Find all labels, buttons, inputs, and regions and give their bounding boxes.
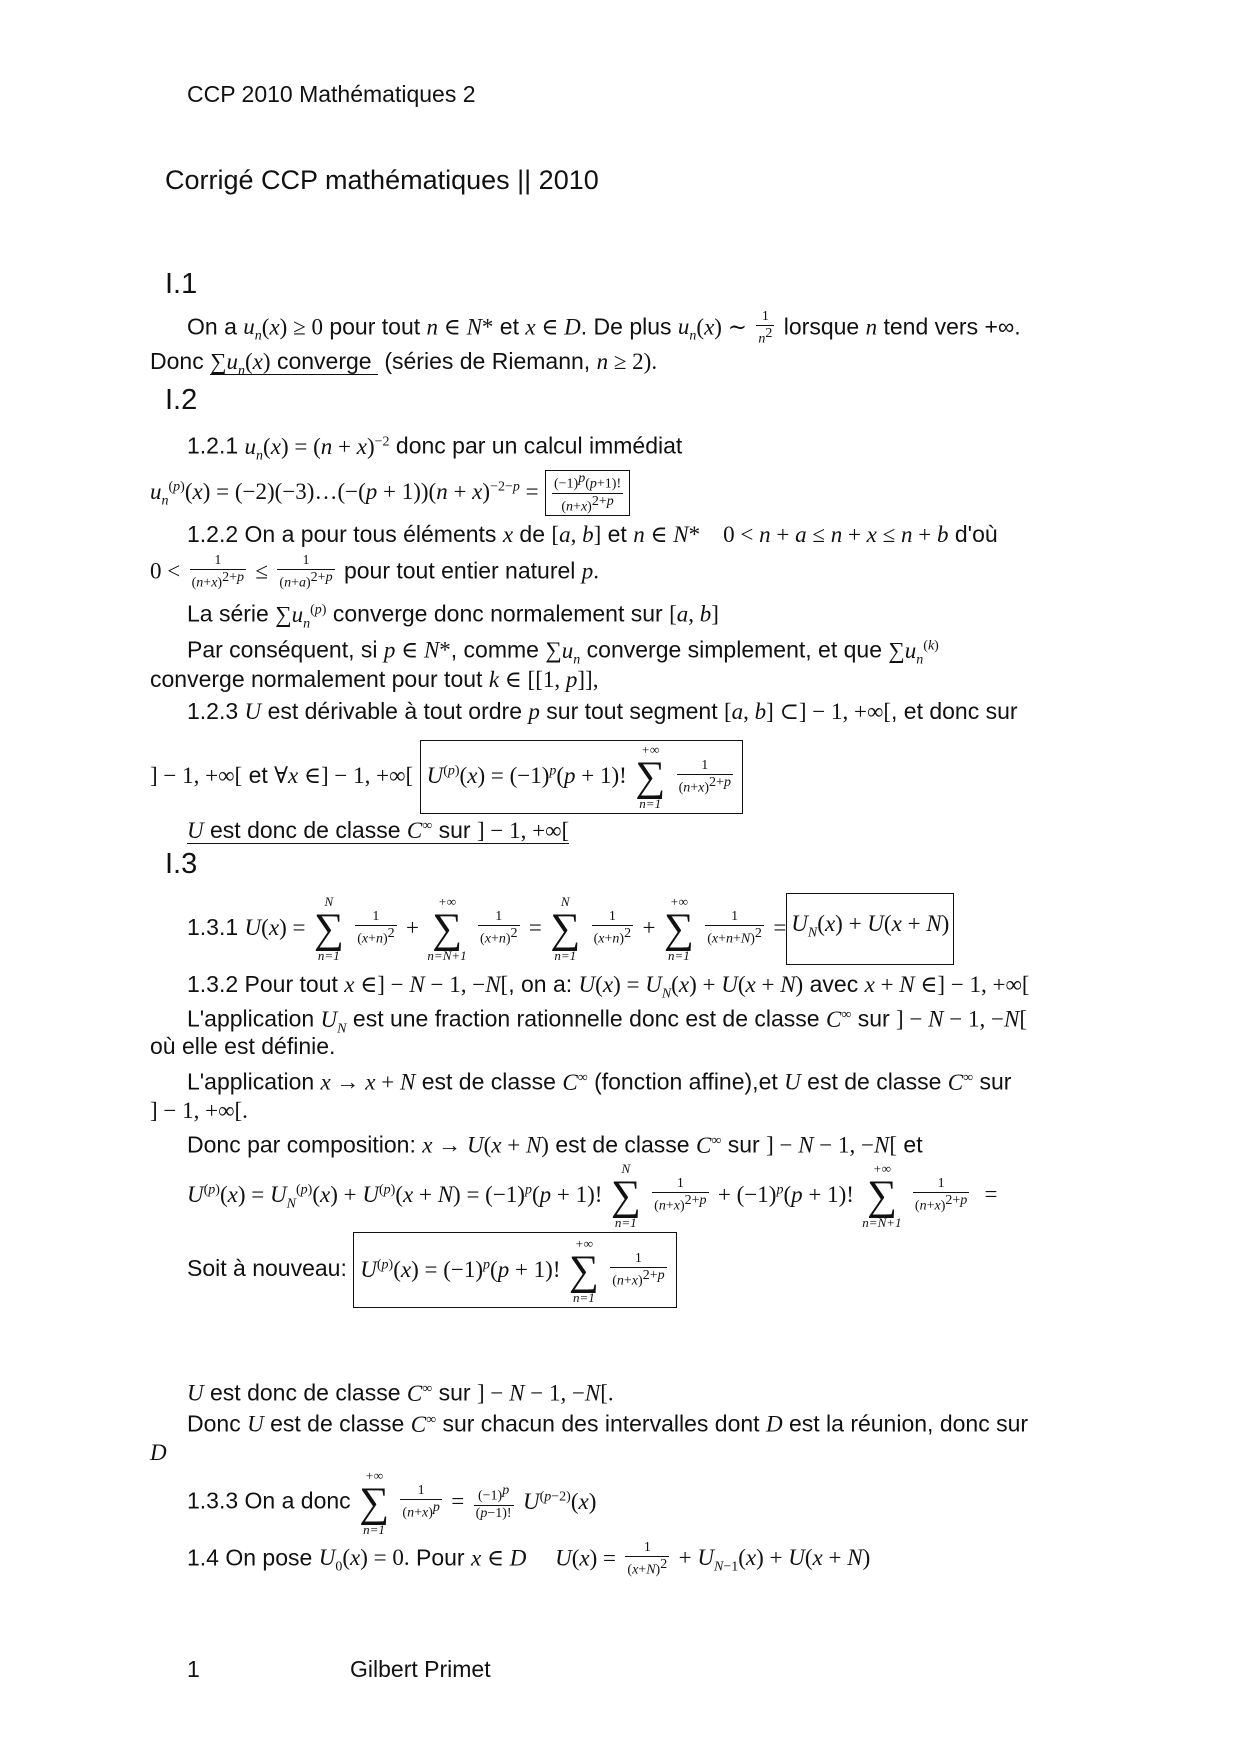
text-line: 1.3.2 Pour tout x ∈] − N − 1, −N[, on a: $U(x) = U_N(x) + U(x + N)$ avec x + N ∈] − 1, +∞[	[187, 971, 1030, 1002]
text-line: 1.2.2 On a pour tous éléments x de [a, b] et n ∈ N* 0 < n + a ≤ n + x ≤ n + b d'où	[187, 521, 998, 547]
text-line: On a $u_n(x) \ge 0$ pour tout n ∈ N* et x ∈ D. De plus $u_n(x)$ ∼ $\frac{1}{n^2}$ lorsque n tend vers +∞.	[187, 309, 1021, 347]
text-line: Donc $\sum u_n(x)$ converge (séries de Riemann, n ≥ 2).	[150, 348, 658, 379]
formula-line: Soit à nouveau: $U^{(p)}(x) = (-1)^p(p + 1)$! +∞ ∑ n=1 $\frac{1}{(n+x)^{2+p}}$	[187, 1232, 677, 1308]
text-line: U est donc de classe C∞ sur ] − 1, +∞[	[187, 816, 570, 843]
text-line: L'application $U_N$ est une fraction rationnelle donc est de classe C∞ sur ] − N − 1, −N[	[187, 1005, 1027, 1037]
text-line: 1.2.1 $u_n(x) = (n + x)^{-2}$ donc par un calcul immédiat	[187, 432, 683, 464]
text-line: L'application x → x + N est de classe C∞ (fonction affine),et U est de classe C∞ sur	[187, 1068, 1012, 1095]
text-line: converge normalement pour tout k ∈ [[1, p]],	[150, 666, 599, 692]
running-header: CCP 2010 Mathématiques 2	[187, 81, 476, 107]
formula-line: 0 < $\frac{1}{(n+x)^{2+p}}$ ≤ $\frac{1}{(n+a)^{2+p}}$ pour tout entier naturel p.	[150, 553, 600, 591]
text-line: Donc par composition: x → U(x + N) est de classe C∞ sur ] − N − 1, −N[ et	[187, 1131, 923, 1158]
text-line: où elle est définie.	[150, 1033, 336, 1059]
text-line: 1.2.3 U est dérivable à tout ordre p sur tout segment [a, b] ⊂] − 1, +∞[, et donc sur	[187, 698, 1018, 724]
text-line: Donc U est de classe C∞ sur chacun des intervalles dont D est la réunion, donc sur	[187, 1410, 1029, 1437]
page-number: 1	[187, 1656, 200, 1682]
text-line: La série $\sum u_n^{(p)}$ converge donc normalement sur [a, b]	[187, 600, 719, 632]
formula-line: ] − 1, +∞[ et ∀x ∈] − 1, +∞[ $U^{(p)}(x) = (-1)^p(p + 1)$! +∞ ∑ n=1 $\frac{1}{(n+x)^{2+p}}$	[150, 740, 743, 814]
formula-line: $u_n^{(p)}(x)$ = (−2)(−3)…(−(p + $1))(n + x)^{-2-p}$ = $\frac{(-1)^p(p+1)!}{(n+x)^{2+p}}$	[150, 470, 630, 516]
formula-line: 1.3.1 U(x) = N ∑ n=1 $\frac{1}{(x+n)^2}$ + +∞ ∑ n=N+1 $\frac{1}{(x+n)^2}$ = N ∑ n=1 $\frac{1}{(x+n)^2}$ + +∞ ∑ n=1 $\frac{1}{(x+n+N)^2}$ = $U_N(x) + U(x + N)$	[187, 893, 954, 965]
section-heading-2: I.2	[165, 384, 198, 416]
text-line: U est donc de classe C∞ sur ] − N − 1, −N[.	[187, 1379, 614, 1406]
text-line: 1.4 On pose $U_0(x) = 0$. Pour x ∈ D U(x) = $\frac{1}{(x+N)^2}$ + $U_{N-1}(x) + U(x + N)$	[187, 1540, 871, 1578]
page-title: Corrigé CCP mathématiques || 2010	[165, 165, 599, 195]
text-line: ] − 1, +∞[.	[150, 1098, 248, 1123]
text-line: Par conséquent, si p ∈ N*, comme $\sum u_n$ converge simplement, et que $\sum u_n^{(k)}$	[187, 636, 939, 668]
section-heading-3: I.3	[165, 848, 198, 880]
footer-author: Gilbert Primet	[350, 1656, 491, 1682]
text-line: D	[150, 1440, 167, 1465]
section-heading-1: I.1	[165, 268, 198, 300]
formula-line: $U^{(p)}(x) = U_N^{(p)}(x) + U^{(p)}(x + N) = (-1)^p(p + 1)$! N ∑ n=1 $\frac{1}{(n+x)^{2+p}}$ + $(-1)^p(p + 1)$! +∞ ∑ n=N+1 $\frac{1}{(n+x)^{2+p}}$ =	[187, 1160, 998, 1230]
formula-line: 1.3.3 On a donc +∞ ∑ n=1 $\frac{1}{(n+x)^p}$ = $\frac{(-1)^p}{(p-1)!}$ $U^{(p-2)}(x)$	[187, 1467, 597, 1537]
